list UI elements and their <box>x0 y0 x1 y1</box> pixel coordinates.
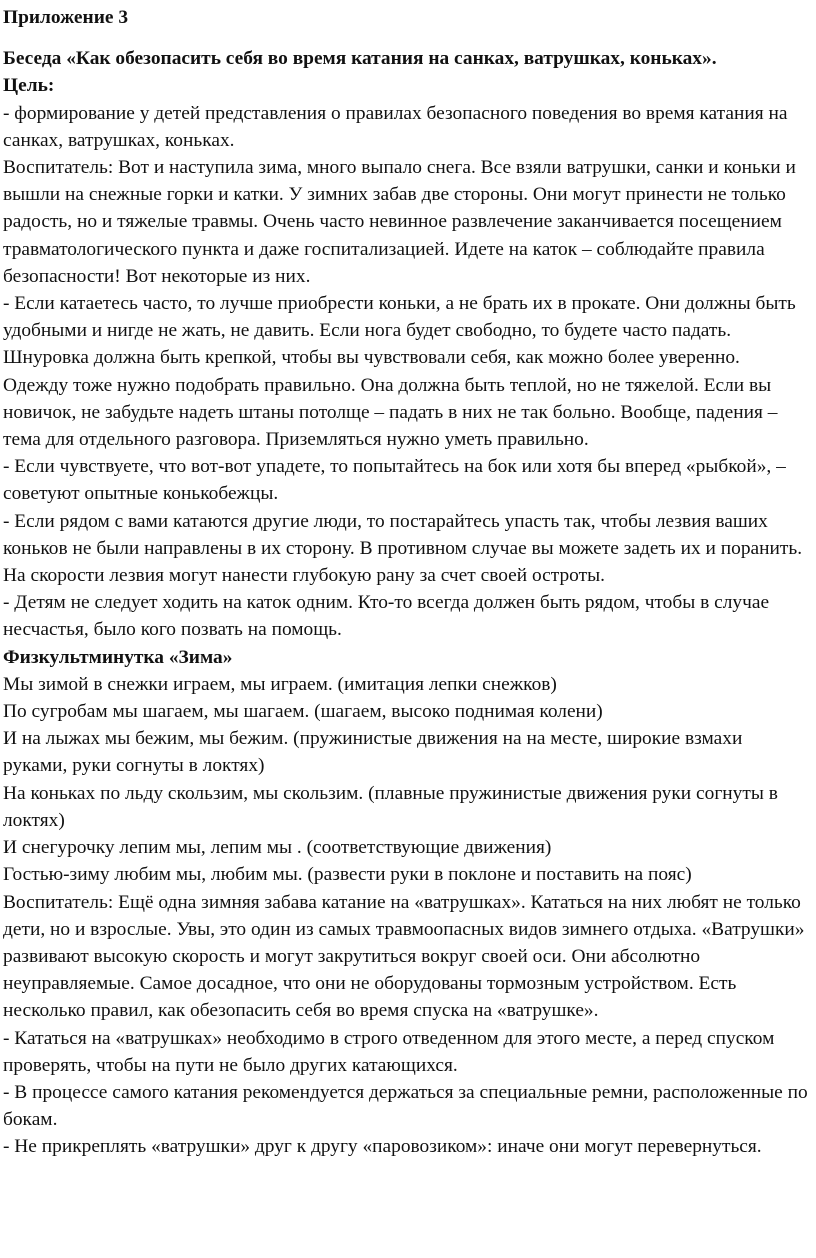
exercise-line: На коньках по льду скользим, мы скользим. (плавные пружинистые движения руки согнуты в локтях) <box>3 782 778 831</box>
paragraph: - Если катаетесь часто, то лучше приобрести коньки, а не брать их в прокате. Они должны быть удобными и нигде не жать, не давить. Если нога будет свободно, то будете часто падать. Шнуровка должна быть крепкой, чтобы вы чувствовали себя, как можно более уверенно. <box>3 293 796 369</box>
talk-title: Беседа «Как обезопасить себя во время катания на санках, ватрушках, коньках». <box>3 48 717 70</box>
exercise-line: И снегурочку лепим мы, лепим мы . (соответствующие движения) <box>3 837 552 859</box>
paragraph: - Если чувствуете, что вот-вот упадете, то попытайтесь на бок или хотя бы вперед «рыбкой», – советуют опытные конькобежцы. <box>3 456 786 505</box>
paragraph: - В процессе самого катания рекомендуется держаться за специальные ремни, расположенные по бокам. <box>3 1081 808 1131</box>
exercise-line: По сугробам мы шагаем, мы шагаем. (шагаем, высоко поднимая колени) <box>3 701 603 723</box>
paragraph: Воспитатель: Вот и наступила зима, много выпало снега. Все взяли ватрушки, санки и коньки и вышли на снежные горки и катки. У зимних забав две стороны. Они могут принести не только радость, но и тяжелые травмы. Очень часто невинное развлечение заканчивается посещением травматологического пункта и даже госпитализацией. Идете на каток – соблюдайте правила безопасности! Вот некоторые из них. <box>3 157 796 287</box>
exercise-line: Гостью-зиму любим мы, любим мы. (развести руки в поклоне и поставить на пояс) <box>3 864 692 886</box>
paragraph: Воспитатель: Ещё одна зимняя забава катание на «ватрушках». Кататься на них любят не только дети, но и взрослые. Увы, это один из самых травмоопасных видов зимнего отдыха. «Ватрушки» развивают высокую скорость и могут закрутиться вокруг своей оси. Они абсолютно неуправляемые. Самое досадное, что они не оборудованы тормозным устройством. Есть несколько правил, как обезопасить себя во время спуска на «ватрушке». <box>3 891 805 1022</box>
paragraph: - Если рядом с вами катаются другие люди, то постарайтесь упасть так, чтобы лезвия ваших коньков не были направлены в их сторону. В противном случае вы можете задеть их и поранить. На скорости лезвия могут нанести глубокую рану за счет своей остроты. <box>3 510 803 587</box>
goal-label: Цель: <box>3 75 55 97</box>
exercise-line: Мы зимой в снежки играем, мы играем. (имитация лепки снежков) <box>3 673 557 695</box>
paragraph: - формирование у детей представления о правилах безопасного поведения во время катания на санках, ватрушках, коньках. <box>3 102 788 151</box>
paragraph: - Кататься на «ватрушках» необходимо в строго отведенном для этого месте, а перед спуском проверять, чтобы на пути не было других катающихся. <box>3 1027 775 1076</box>
paragraph: - Детям не следует ходить на каток одним. Кто-то всегда должен быть рядом, чтобы в случае несчастья, было кого позвать на помощь. <box>3 592 770 641</box>
exercise-line: И на лыжах мы бежим, мы бежим. (пружинистые движения на на месте, широкие взмахи руками, руки согнуты в локтях) <box>3 728 743 777</box>
exercise-title: Физкультминутка «Зима» <box>3 646 233 668</box>
paragraph: Одежду тоже нужно подобрать правильно. Она должна быть теплой, но не тяжелой. Если вы новичок, не забудьте надеть штаны потолще – падать в них не так больно. Вообще, падения – тема для отдельного разговора. Приземляться нужно уметь правильно. <box>3 374 778 451</box>
paragraph: - Не прикреплять «ватрушки» друг к другу «паровозиком»: иначе они могут перевернуться. <box>3 1136 762 1158</box>
appendix-title: Приложение 3 <box>3 7 129 28</box>
